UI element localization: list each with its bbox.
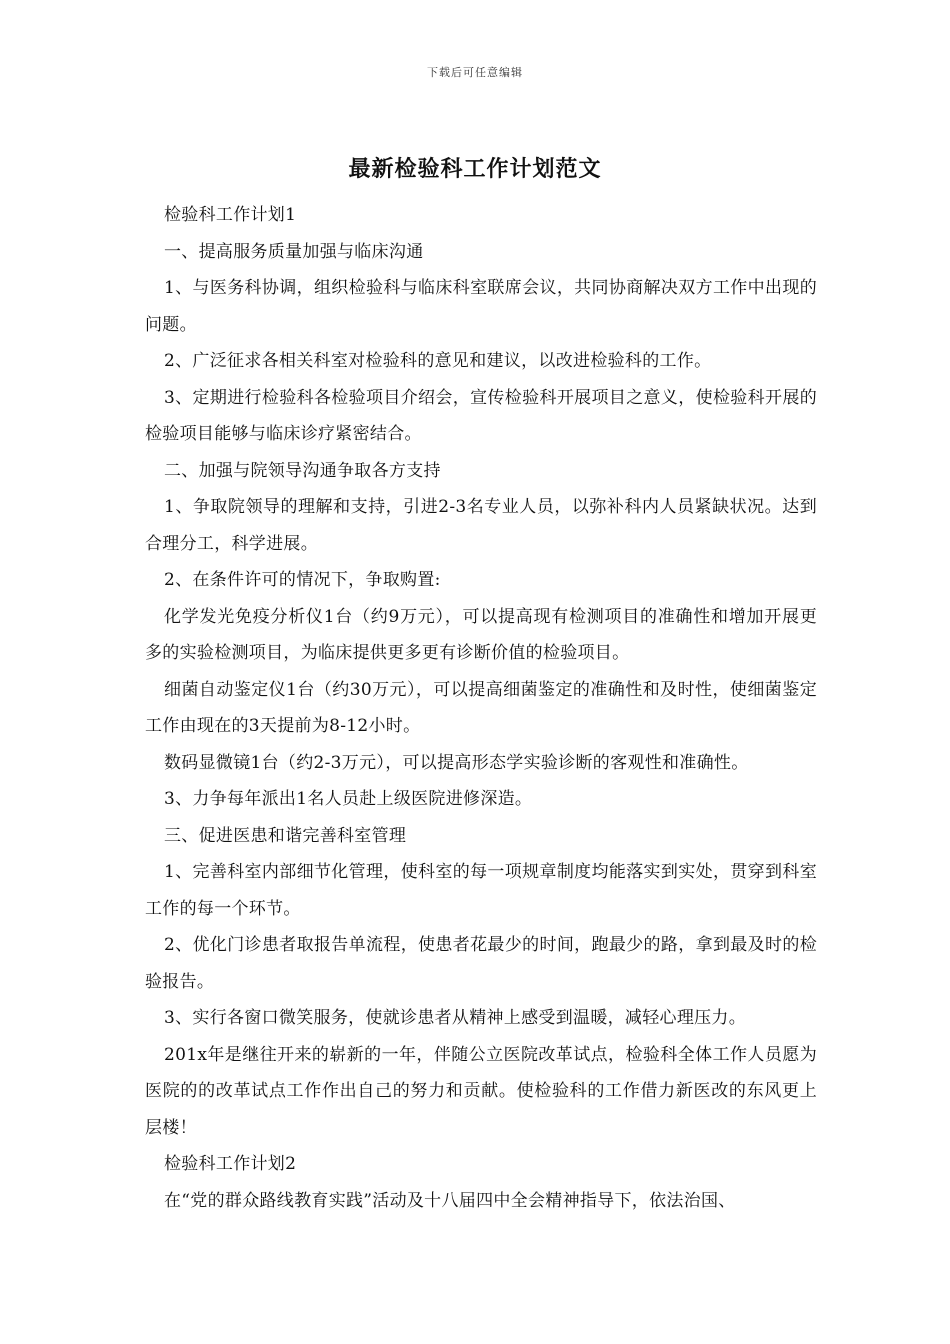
paragraph-item: 3、定期进行检验科各检验项目介绍会，宣传检验科开展项目之意义，使检验科开展的检验项目能够与临床诊疗紧密结合。 [145, 387, 817, 444]
paragraph-item: 3、实行各窗口微笑服务，使就诊患者从精神上感受到温暖，减轻心理压力。 [164, 1008, 747, 1028]
section-heading-doctor-patient: 三、促进医患和谐完善科室管理 [164, 825, 407, 846]
document-title: 最新检验科工作计划范文 [348, 156, 602, 182]
section-heading-leadership: 二、加强与院领导沟通争取各方支持 [164, 460, 441, 481]
paragraph-item: 2、优化门诊患者取报告单流程，使患者花最少的时间，跑最少的路，拿到最及时的检验报告。 [145, 935, 817, 992]
page-header-note: 下载后可任意编辑 [427, 66, 523, 79]
paragraph-item: 1、争取院领导的理解和支持，引进2-3名专业人员，以弥补科内人员紧缺状况。达到合理分工，科学进展。 [145, 497, 817, 554]
paragraph-item: 3、力争每年派出1名人员赴上级医院进修深造。 [164, 789, 533, 809]
paragraph-item: 201x年是继往开来的崭新的一年，伴随公立医院改革试点，检验科全体工作人员愿为医院的的改革试点工作作出自己的努力和贡献。使检验科的工作借力新医改的东风更上层楼！ [145, 1044, 817, 1138]
document-body [145, 197, 817, 1219]
section-heading-plan-1: 检验科工作计划1 [164, 205, 297, 225]
paragraph-item: 数码显微镜1台（约2-3万元），可以提高形态学实验诊断的客观性和准确性。 [164, 752, 749, 773]
paragraph-item: 细菌自动鉴定仪1台（约30万元），可以提高细菌鉴定的准确性和及时性，使细菌鉴定工作由现在的3天提前为8-12小时。 [145, 679, 817, 736]
paragraph-item: 2、广泛征求各相关科室对检验科的意见和建议，以改进检验科的工作。 [164, 351, 712, 371]
section-heading-plan-2: 检验科工作计划2 [164, 1154, 297, 1174]
paragraph-item: 2、在条件许可的情况下，争取购置: [164, 570, 441, 590]
paragraph-item: 在“党的群众路线教育实践”活动及十八届四中全会精神指导下，依法治国、 [164, 1190, 736, 1211]
paragraph-item: 化学发光免疫分析仪1台（约9万元），可以提高现有检测项目的准确性和增加开展更多的实验检测项目，为临床提供更多更有诊断价值的检验项目。 [145, 606, 817, 663]
paragraph-item: 1、与医务科协调，组织检验科与临床科室联席会议，共同协商解决双方工作中出现的问题。 [145, 278, 817, 335]
paragraph-item: 1、完善科室内部细节化管理，使科室的每一项规章制度均能落实到实处，贯穿到科室工作的每一个环节。 [145, 862, 817, 919]
section-heading-service-quality: 一、提高服务质量加强与临床沟通 [164, 241, 424, 262]
